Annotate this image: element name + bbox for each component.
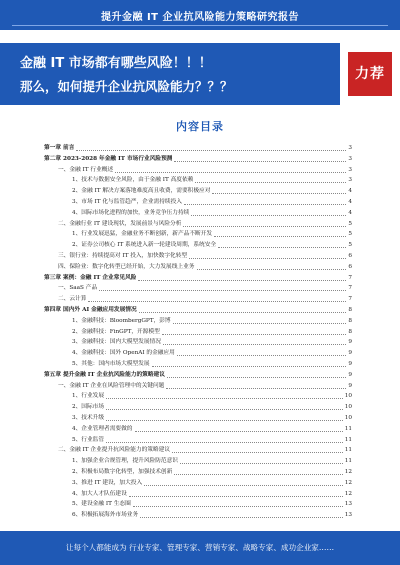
toc-entry[interactable]	[44, 381, 352, 392]
toc-leader-dots	[172, 445, 343, 453]
toc-page-number: 3	[348, 177, 352, 184]
toc-entry[interactable]	[44, 478, 352, 489]
toc-entry-text: 一、金融 IT 企业在风险管理中的关键问题	[58, 382, 165, 389]
toc-page-number: 9	[348, 350, 352, 357]
toc-leader-dots	[99, 283, 346, 291]
toc-entry-text: 1、行业发展	[72, 393, 105, 400]
toc-entry[interactable]	[44, 467, 352, 478]
toc-entry[interactable]	[44, 445, 352, 456]
toc-leader-dots	[106, 391, 343, 399]
toc-entry[interactable]	[44, 208, 352, 219]
toc-entry[interactable]	[44, 219, 352, 230]
toc-entry[interactable]	[44, 348, 352, 359]
toc-entry-text: 三、银行业：持续提高对 IT 投入，加快数字化转型	[58, 252, 188, 259]
toc-leader-dots	[212, 186, 346, 194]
toc-entry-text: 4、加大人才队伍建设	[72, 490, 127, 497]
toc-page-number: 6	[348, 263, 352, 270]
toc-entry-text: 2、国际市场	[72, 404, 105, 411]
toc-entry-text: 3、金融科技：国内大模型发展情况	[72, 339, 161, 346]
toc-leader-dots	[88, 294, 346, 302]
toc-leader-dots	[163, 337, 346, 345]
toc-entry[interactable]	[44, 510, 352, 521]
toc-entry-text: 5、行业监管	[72, 436, 105, 443]
toc-page-number: 8	[348, 317, 352, 324]
toc-entry-text: 5、其他：国内市场大模型发展	[72, 360, 150, 367]
toc-page-number: 8	[348, 306, 352, 313]
toc-page-number: 4	[348, 188, 352, 195]
toc-leader-dots	[129, 489, 343, 497]
toc-entry[interactable]	[44, 186, 352, 197]
toc-entry-text: 2、金融科技：FinGPT，开源模型	[72, 328, 160, 335]
toc-page-number: 9	[348, 360, 352, 367]
toc-page-number: 9	[348, 382, 352, 389]
table-of-contents	[44, 143, 352, 521]
toc-leader-dots	[174, 467, 342, 475]
recommend-seal: 力荐	[348, 52, 392, 96]
toc-entry[interactable]	[44, 316, 352, 327]
toc-page-number: 11	[344, 447, 352, 454]
toc-entry-text: 二、云计算	[58, 296, 87, 303]
toc-entry[interactable]	[44, 337, 352, 348]
footer-bar	[0, 531, 400, 565]
toc-entry-text: 3、技术升级	[72, 414, 105, 421]
toc-page-number: 7	[348, 296, 352, 303]
toc-page-number: 4	[348, 209, 352, 216]
toc-entry-text: 第四章 国内外 AI 金融应用发展情况	[44, 306, 137, 313]
toc-leader-dots	[197, 262, 347, 270]
toc-entry[interactable]	[44, 435, 352, 446]
toc-leader-dots	[152, 359, 347, 367]
toc-leader-dots	[174, 154, 346, 162]
toc-leader-dots	[180, 456, 343, 464]
toc-entry[interactable]	[44, 273, 352, 284]
toc-entry[interactable]	[44, 262, 352, 273]
toc-entry[interactable]	[44, 197, 352, 208]
toc-page-number: 6	[348, 252, 352, 259]
header-rule	[12, 25, 388, 26]
header-bar	[0, 0, 400, 30]
question-banner	[0, 43, 340, 105]
toc-entry-text: 2、金融 IT 解决方案落地难度高且收费，需要积极应对	[72, 188, 211, 195]
toc-page-number: 7	[348, 274, 352, 281]
toc-page-number: 5	[348, 220, 352, 227]
toc-leader-dots	[214, 229, 346, 237]
toc-leader-dots	[144, 478, 343, 486]
footer-slogan: 让每个人都能成为 行业专家、管理专家、营销专家、战略专家、成功企业家……	[65, 543, 335, 552]
toc-leader-dots	[106, 435, 343, 443]
toc-entry-text: 四、保险业：数字化转型已经开始，大力发展线上业务	[58, 263, 195, 270]
toc-entry-text: 二、金融行业 IT 建设现状，发展前景与风险分析	[58, 220, 182, 227]
toc-leader-dots	[139, 305, 347, 313]
toc-page-number: 9	[348, 339, 352, 346]
toc-page-number: 5	[348, 231, 352, 238]
toc-entry[interactable]	[44, 499, 352, 510]
toc-entry-text: 第一章 前言	[44, 145, 75, 151]
toc-entry[interactable]	[44, 154, 352, 165]
toc-entry-text: 一、金融 IT 行业概述	[58, 166, 114, 173]
toc-leader-dots	[135, 424, 343, 432]
toc-entry[interactable]	[44, 489, 352, 500]
toc-entry[interactable]	[44, 370, 352, 381]
toc-entry[interactable]	[44, 240, 352, 251]
toc-entry[interactable]	[44, 424, 352, 435]
toc-page-number: 13	[344, 512, 352, 519]
toc-entry-text: 4、企业管理者需要做的	[72, 425, 133, 432]
toc-leader-dots	[76, 143, 346, 151]
toc-page-number: 12	[344, 490, 352, 497]
toc-leader-dots	[177, 348, 347, 356]
toc-entry[interactable]	[44, 359, 352, 370]
toc-entry[interactable]	[44, 251, 352, 262]
report-title: 提升金融 IT 企业抗风险能力策略研究报告	[100, 12, 299, 23]
toc-leader-dots	[115, 165, 346, 173]
toc-page-number: 12	[344, 479, 352, 486]
toc-page-number: 10	[344, 393, 352, 400]
toc-leader-dots	[218, 240, 346, 248]
toc-entry-text: 2、积极布局数字化转型，加强技术创新	[72, 468, 173, 475]
toc-entry[interactable]	[44, 283, 352, 294]
toc-entry-text: 5、建设金融 IT 生态圈	[72, 501, 131, 508]
toc-page-number: 9	[348, 371, 352, 378]
toc-leader-dots	[189, 251, 346, 259]
toc-page-number: 3	[348, 155, 352, 162]
toc-page-number: 5	[348, 242, 352, 249]
toc-entry[interactable]	[44, 456, 352, 467]
toc-entry[interactable]	[44, 294, 352, 305]
banner-line-1: 金融 IT 市场都有哪些风险！！！	[20, 56, 212, 71]
toc-entry-text: 4、国际市场化进程的加快，业务竞争压力持续	[72, 209, 190, 216]
toc-entry-text: 4、金融科技：国外 OpenAI 的金融应用	[72, 350, 175, 357]
toc-title: 内容目录	[176, 120, 224, 133]
toc-leader-dots	[167, 370, 346, 378]
toc-entry-text: 6、积极拓展海外市场业务	[72, 512, 139, 519]
banner-line-2: 那么，如何提升企业抗风险能力？？？	[20, 79, 233, 94]
toc-entry-text: 1、金融科技：BloombergGPT，彭博	[72, 317, 171, 324]
toc-entry[interactable]	[44, 175, 352, 186]
toc-entry-text: 1、加强企业合规管理，提升风险防范意识	[72, 458, 178, 465]
toc-entry[interactable]	[44, 229, 352, 240]
toc-entry-text: 1、行业发展迅猛，金融业务不断创新，新产品不断开发	[72, 231, 213, 238]
toc-leader-dots	[106, 413, 343, 421]
toc-page-number: 11	[344, 458, 352, 465]
toc-entry-text: 2、证券公司核心 IT 系统进入新一轮建设周期，系统安全	[72, 242, 217, 249]
toc-page-number: 7	[348, 285, 352, 292]
toc-entry-text: 1、技术与数据安全风险，由于金融 IT 高度依赖	[72, 177, 194, 184]
toc-page-number: 4	[348, 198, 352, 205]
toc-leader-dots	[183, 219, 346, 227]
toc-leader-dots	[166, 381, 346, 389]
toc-entry-text: 二、金融 IT 企业提升抗风险能力的策略建议	[58, 447, 171, 454]
toc-leader-dots	[106, 402, 343, 410]
toc-entry-text: 3、市场 IT 化与监管趋严，企业需持续投入	[72, 198, 182, 205]
toc-page-number: 11	[344, 436, 352, 443]
toc-leader-dots	[184, 197, 346, 205]
toc-leader-dots	[138, 273, 346, 281]
toc-leader-dots	[173, 316, 347, 324]
toc-entry-text: 第二章 2023-2028 年金融 IT 市场行业风险预测	[44, 155, 173, 162]
toc-entry[interactable]	[44, 165, 352, 176]
toc-page-number: 10	[344, 414, 352, 421]
toc-entry[interactable]	[44, 402, 352, 413]
toc-page-number: 13	[344, 501, 352, 508]
toc-page-number: 10	[344, 404, 352, 411]
toc-leader-dots	[140, 510, 343, 518]
toc-entry-text: 第五章 提升金融 IT 企业抗风险能力的策略建议	[44, 371, 165, 378]
toc-entry-text: 第三章 案例：金融 IT 企业常见风险	[44, 274, 137, 281]
toc-leader-dots	[133, 499, 343, 507]
toc-entry[interactable]	[44, 143, 352, 154]
toc-leader-dots	[162, 327, 347, 335]
toc-page-number: 3	[348, 166, 352, 173]
toc-page-number: 8	[348, 328, 352, 335]
toc-entry[interactable]	[44, 391, 352, 402]
toc-entry[interactable]	[44, 305, 352, 316]
toc-entry-text: 3、推进 IT 建设，加大投入	[72, 479, 143, 486]
toc-page-number: 3	[348, 145, 352, 151]
toc-page-number: 12	[344, 468, 352, 475]
toc-entry-text: 一、SaaS 产品	[58, 285, 98, 292]
toc-entry[interactable]	[44, 327, 352, 338]
toc-leader-dots	[191, 208, 346, 216]
toc-entry[interactable]	[44, 413, 352, 424]
toc-leader-dots	[195, 175, 346, 183]
toc-page-number: 11	[344, 425, 352, 432]
